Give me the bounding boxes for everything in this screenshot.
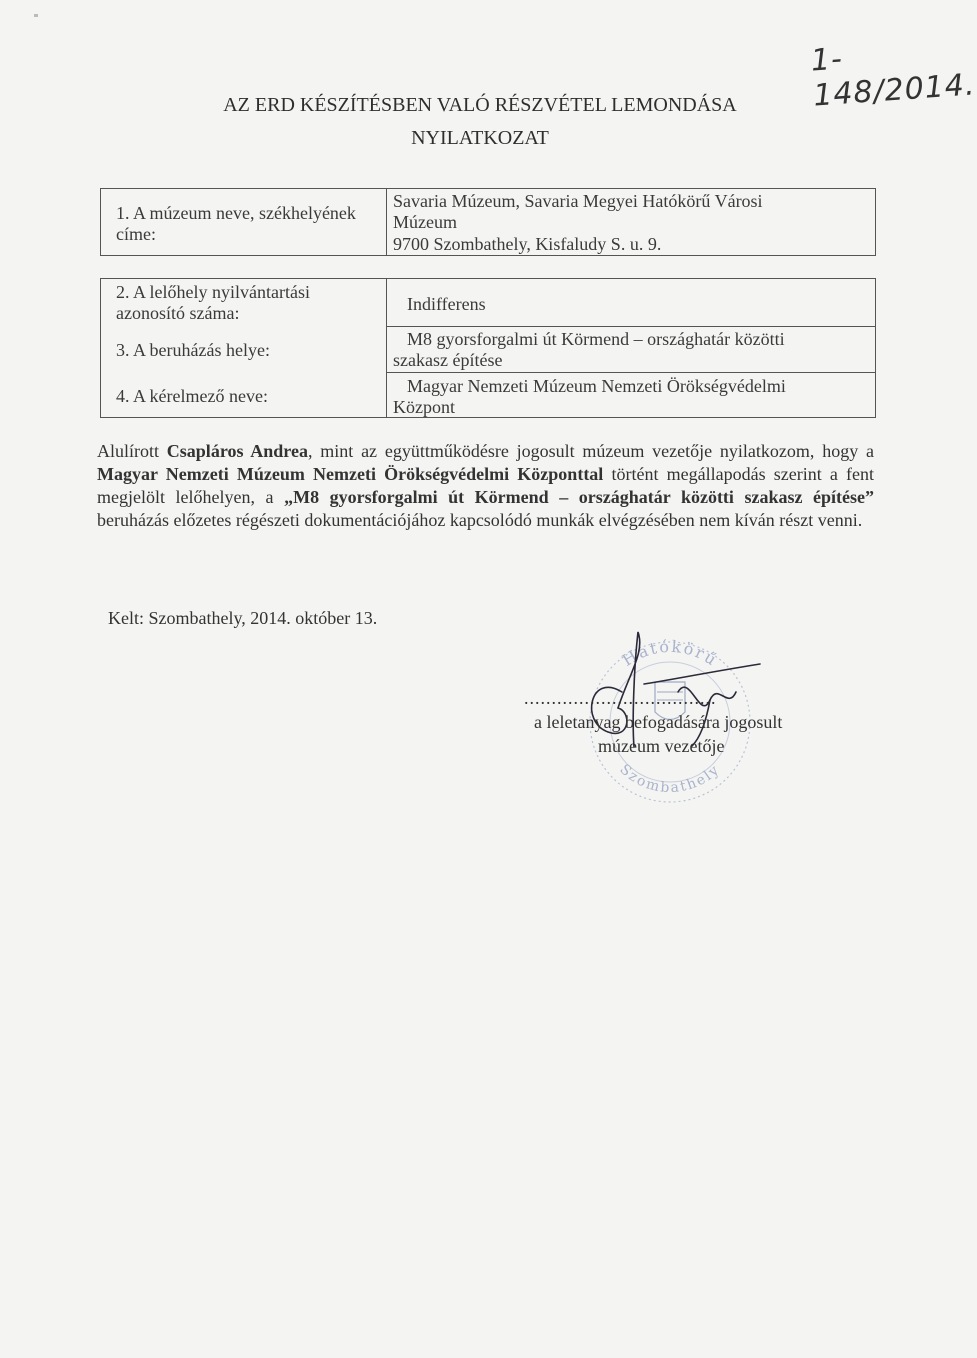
statement-text-4: beruházás előzetes régészeti dokumentációjához kapcsolódó munkák elvégzésében nem kíván részt venni. [97,510,863,530]
document-subtitle: NYILATKOZAT [411,127,549,149]
investment-location-label: 3. A beruházás helye: [116,340,270,360]
site-id-label-line2: azonosító száma: [116,303,240,323]
site-id-value: Indifferens [407,294,486,314]
statement-applicant-org: Magyar Nemzeti Múzeum Nemzeti Örökségvédelmi Központtal [97,464,604,484]
investment-location-value-line2: szakasz építése [393,350,503,370]
museum-label-line1: 1. A múzeum neve, székhelyének [116,203,356,223]
statement-text-2: , mint az együttműködésre jogosult múzeum vezetője nyilatkozom, hogy a [307,441,874,461]
statement-project-name: „M8 gyorsforgalmi út Körmend – országhatár közötti szakasz építése” [284,487,874,507]
place-and-date: Kelt: Szombathely, 2014. október 13. [108,608,378,628]
row-divider [386,372,875,373]
museum-value-line1: Savaria Múzeum, Savaria Megyei Hatókörű Városi [393,191,763,211]
museum-value-line3: 9700 Szombathely, Kisfaludy S. u. 9. [393,234,662,254]
applicant-value-line1: Magyar Nemzeti Múzeum Nemzeti Örökségvédelmi [407,376,786,396]
statement-paragraph [97,440,874,532]
statement-signer-name: Csapláros Andrea [166,441,308,461]
stamp-text-bottom: Szombathely [616,761,724,797]
statement-text-3: történt megállapodás szerint a fent megjelölt lelőhelyen, a [97,464,874,507]
handwritten-reference-number: 1- 148/2014. [809,41,977,114]
project-info-table [100,278,876,418]
site-id-label-line1: 2. A lelőhely nyilvántartási [116,282,310,302]
table-divider [386,189,387,255]
row-divider [386,326,875,327]
investment-location-value-line1: M8 gyorsforgalmi út Körmend – országhatár közötti [407,329,785,349]
museum-label-line2: címe: [116,224,156,244]
museum-value-line2: Múzeum [393,212,457,232]
applicant-value-line2: Központ [393,397,455,417]
signature-label-line1: a leletanyag befogadására jogosult [534,712,783,732]
document-title: AZ ERD KÉSZÍTÉSBEN VALÓ RÉSZVÉTEL LEMONDÁSA [223,94,737,116]
museum-info-table [100,188,876,256]
stamp-text-top: Hatókörű [618,636,722,671]
scan-artifact [34,14,38,17]
applicant-label: 4. A kérelmező neve: [116,386,268,406]
signature-line: ................................... [524,688,717,708]
signature-label-line2: múzeum vezetője [598,736,725,756]
statement-text-1: Alulírott [97,441,167,461]
table-divider [386,279,387,417]
